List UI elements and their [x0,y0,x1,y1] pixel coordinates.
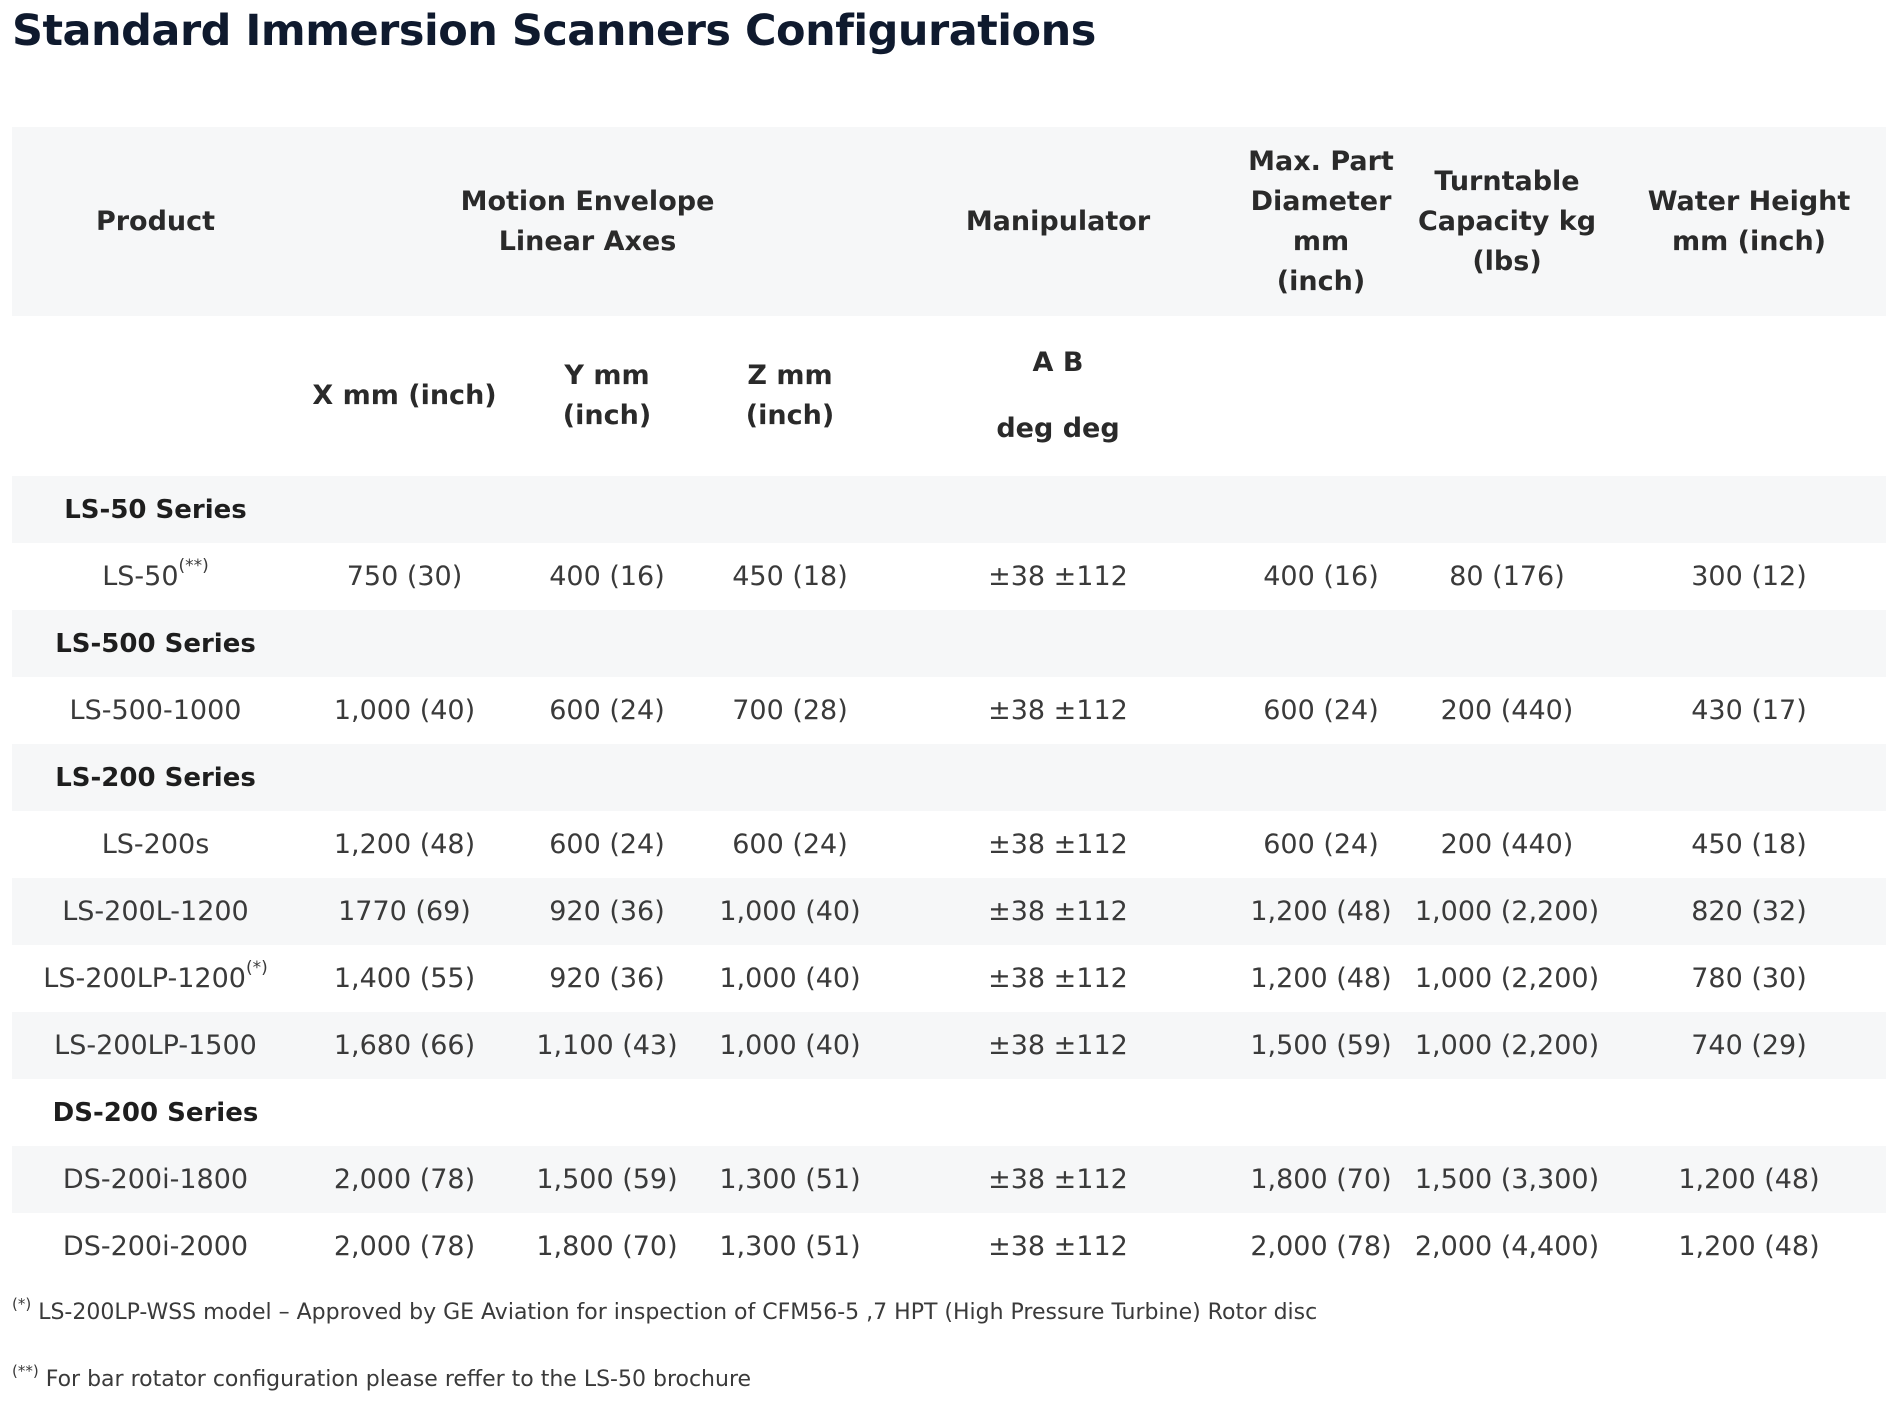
series-row-empty-cell [876,476,1240,543]
cell-diameter: 600 (24) [1263,829,1379,860]
series-name: LS-500 Series [12,610,299,677]
header-product: Product [12,127,299,316]
cell-water: 820 (32) [1612,878,1886,945]
cell-product: LS-200LP-1500 [12,1012,299,1079]
cell-y: 600 (24) [549,695,665,726]
series-row-empty-cell [299,610,510,677]
footnote-2: (**) For bar rotator configuration please reffer to the LS-50 brochure [12,1362,752,1392]
cell-turntable: 80 (176) [1449,561,1565,592]
cell-z: 450 (18) [732,561,848,592]
cell-ab: ±38 ±112 [988,963,1128,994]
cell-turntable: 200 (440) [1440,829,1574,860]
cell-ab: ±38 ±112 [988,695,1128,726]
cell-diameter: 1,200 (48) [1240,878,1402,945]
cell-turntable: 1,500 (3,300) [1402,1146,1612,1213]
cell-turntable: 1,000 (2,200) [1414,963,1600,994]
cell-y: 1,100 (43) [510,1012,704,1079]
series-name: LS-50 Series [12,476,299,543]
cell-ab: ±38 ±112 [988,829,1128,860]
cell-z: 600 (24) [732,829,848,860]
subheader-y: Y mm (inch) [562,360,652,431]
footnote-marker: (**) [178,556,209,576]
cell-z: 1,300 (51) [704,1146,876,1213]
series-row-empty-cell [876,1079,1240,1146]
cell-diameter: 1,200 (48) [1250,963,1392,994]
series-row-empty-cell [1402,1079,1612,1146]
series-row [12,610,1886,677]
subheader-empty [1402,316,1612,476]
cell-product: LS-200s [101,829,210,860]
cell-x: 2,000 (78) [333,1231,476,1262]
series-row-empty-cell [876,744,1240,811]
cell-product: LS-200L-1200 [12,878,299,945]
cell-z: 1,000 (40) [704,878,876,945]
header-motion-envelope: Motion Envelope Linear Axes [299,127,876,316]
cell-x: 1,000 (40) [333,695,476,726]
table-row [12,945,1886,1012]
cell-diameter: 1,800 (70) [1240,1146,1402,1213]
header-turntable-capacity: Turntable Capacity kg (lbs) [1402,127,1612,316]
cell-ab: ±38 ±112 [988,561,1128,592]
cell-water: 430 (17) [1691,695,1807,726]
table-row [12,543,1886,610]
cell-x: 1,200 (48) [333,829,476,860]
series-row [12,1079,1886,1146]
cell-y: 400 (16) [549,561,665,592]
configurations-table [12,127,1886,1280]
cell-turntable: 1,000 (2,200) [1402,878,1612,945]
table-row [12,1213,1886,1280]
series-row-empty-cell [1612,1079,1886,1146]
cell-ab: ±38 ±112 [988,1231,1128,1262]
cell-water: 1,200 (48) [1612,1146,1886,1213]
cell-turntable: 1,000 (2,200) [1402,1012,1612,1079]
series-row-empty-cell [299,744,510,811]
cell-water: 300 (12) [1691,561,1807,592]
series-row-empty-cell [1612,610,1886,677]
footnote-marker: (*) [245,958,268,978]
cell-diameter: 400 (16) [1263,561,1379,592]
cell-product: LS-500-1000 [69,695,242,726]
cell-water: 740 (29) [1612,1012,1886,1079]
cell-x: 1770 (69) [299,878,510,945]
cell-turntable: 2,000 (4,400) [1414,1231,1600,1262]
cell-y: 1,800 (70) [536,1231,678,1262]
header-max-part-diameter: Max. Part Diameter mm (inch) [1240,127,1402,316]
series-row-empty-cell [704,610,876,677]
table-row [12,878,1886,945]
table-row [12,677,1886,744]
subheader-empty [1240,316,1402,476]
cell-turntable: 200 (440) [1440,695,1574,726]
cell-x: 1,680 (66) [299,1012,510,1079]
header-water-height: Water Height mm (inch) [1612,127,1886,316]
header-row-sub [12,316,1886,476]
series-row-empty-cell [510,1079,704,1146]
table-row [12,811,1886,878]
footnote-1: (*) LS-200LP-WSS model – Approved by GE Aviation for inspection of CFM56-5 ,7 HPT (High Pressure Turbine) Rotor disc [12,1295,1318,1325]
cell-y: 600 (24) [549,829,665,860]
cell-diameter: 1,500 (59) [1240,1012,1402,1079]
series-row-empty-cell [1240,744,1402,811]
cell-ab: ±38 ±112 [876,878,1240,945]
series-row-empty-cell [1402,610,1612,677]
cell-diameter: 2,000 (78) [1250,1231,1392,1262]
cell-ab: ±38 ±112 [876,1146,1240,1213]
series-row-empty-cell [1240,610,1402,677]
subheader-empty [12,316,299,476]
cell-x: 1,400 (55) [333,963,476,994]
subheader-z: Z mm (inch) [745,360,835,431]
series-row-empty-cell [704,1079,876,1146]
series-row-empty-cell [299,1079,510,1146]
series-row-empty-cell [1612,476,1886,543]
cell-diameter: 600 (24) [1263,695,1379,726]
cell-ab: ±38 ±112 [876,1012,1240,1079]
cell-z: 1,000 (40) [719,963,861,994]
cell-y: 920 (36) [510,878,704,945]
series-row [12,744,1886,811]
series-row [12,476,1886,543]
series-row-empty-cell [704,744,876,811]
cell-product: DS-200i-2000 [62,1231,249,1262]
cell-product: LS-200LP-1200(*) [43,958,268,994]
series-row-empty-cell [299,476,510,543]
cell-y: 920 (36) [549,963,665,994]
series-row-empty-cell [1240,476,1402,543]
series-row-empty-cell [510,610,704,677]
series-row-empty-cell [704,476,876,543]
cell-water: 1,200 (48) [1678,1231,1820,1262]
table-row [12,1146,1886,1213]
cell-product: LS-50(**) [102,556,209,592]
series-name: LS-200 Series [12,744,299,811]
cell-water: 780 (30) [1691,963,1807,994]
series-row-empty-cell [1402,744,1612,811]
header-row-main [12,127,1886,316]
subheader-x: X mm (inch) [312,380,497,411]
series-row-empty-cell [510,476,704,543]
series-row-empty-cell [510,744,704,811]
cell-product: DS-200i-1800 [12,1146,299,1213]
cell-x: 2,000 (78) [299,1146,510,1213]
series-row-empty-cell [876,610,1240,677]
cell-z: 700 (28) [732,695,848,726]
cell-z: 1,000 (40) [704,1012,876,1079]
series-row-empty-cell [1402,476,1612,543]
table-row [12,1012,1886,1079]
series-row-empty-cell [1612,744,1886,811]
cell-z: 1,300 (51) [719,1231,861,1262]
series-name: DS-200 Series [52,1097,259,1128]
cell-water: 450 (18) [1691,829,1807,860]
page-title: Standard Immersion Scanners Configurations [12,6,1096,56]
series-row-empty-cell [1240,1079,1402,1146]
cell-y: 1,500 (59) [510,1146,704,1213]
subheader-empty [1612,316,1886,476]
header-manipulator: Manipulator [876,127,1240,316]
cell-x: 750 (30) [346,561,463,592]
subheader-ab-deg: A B deg deg [996,347,1120,444]
